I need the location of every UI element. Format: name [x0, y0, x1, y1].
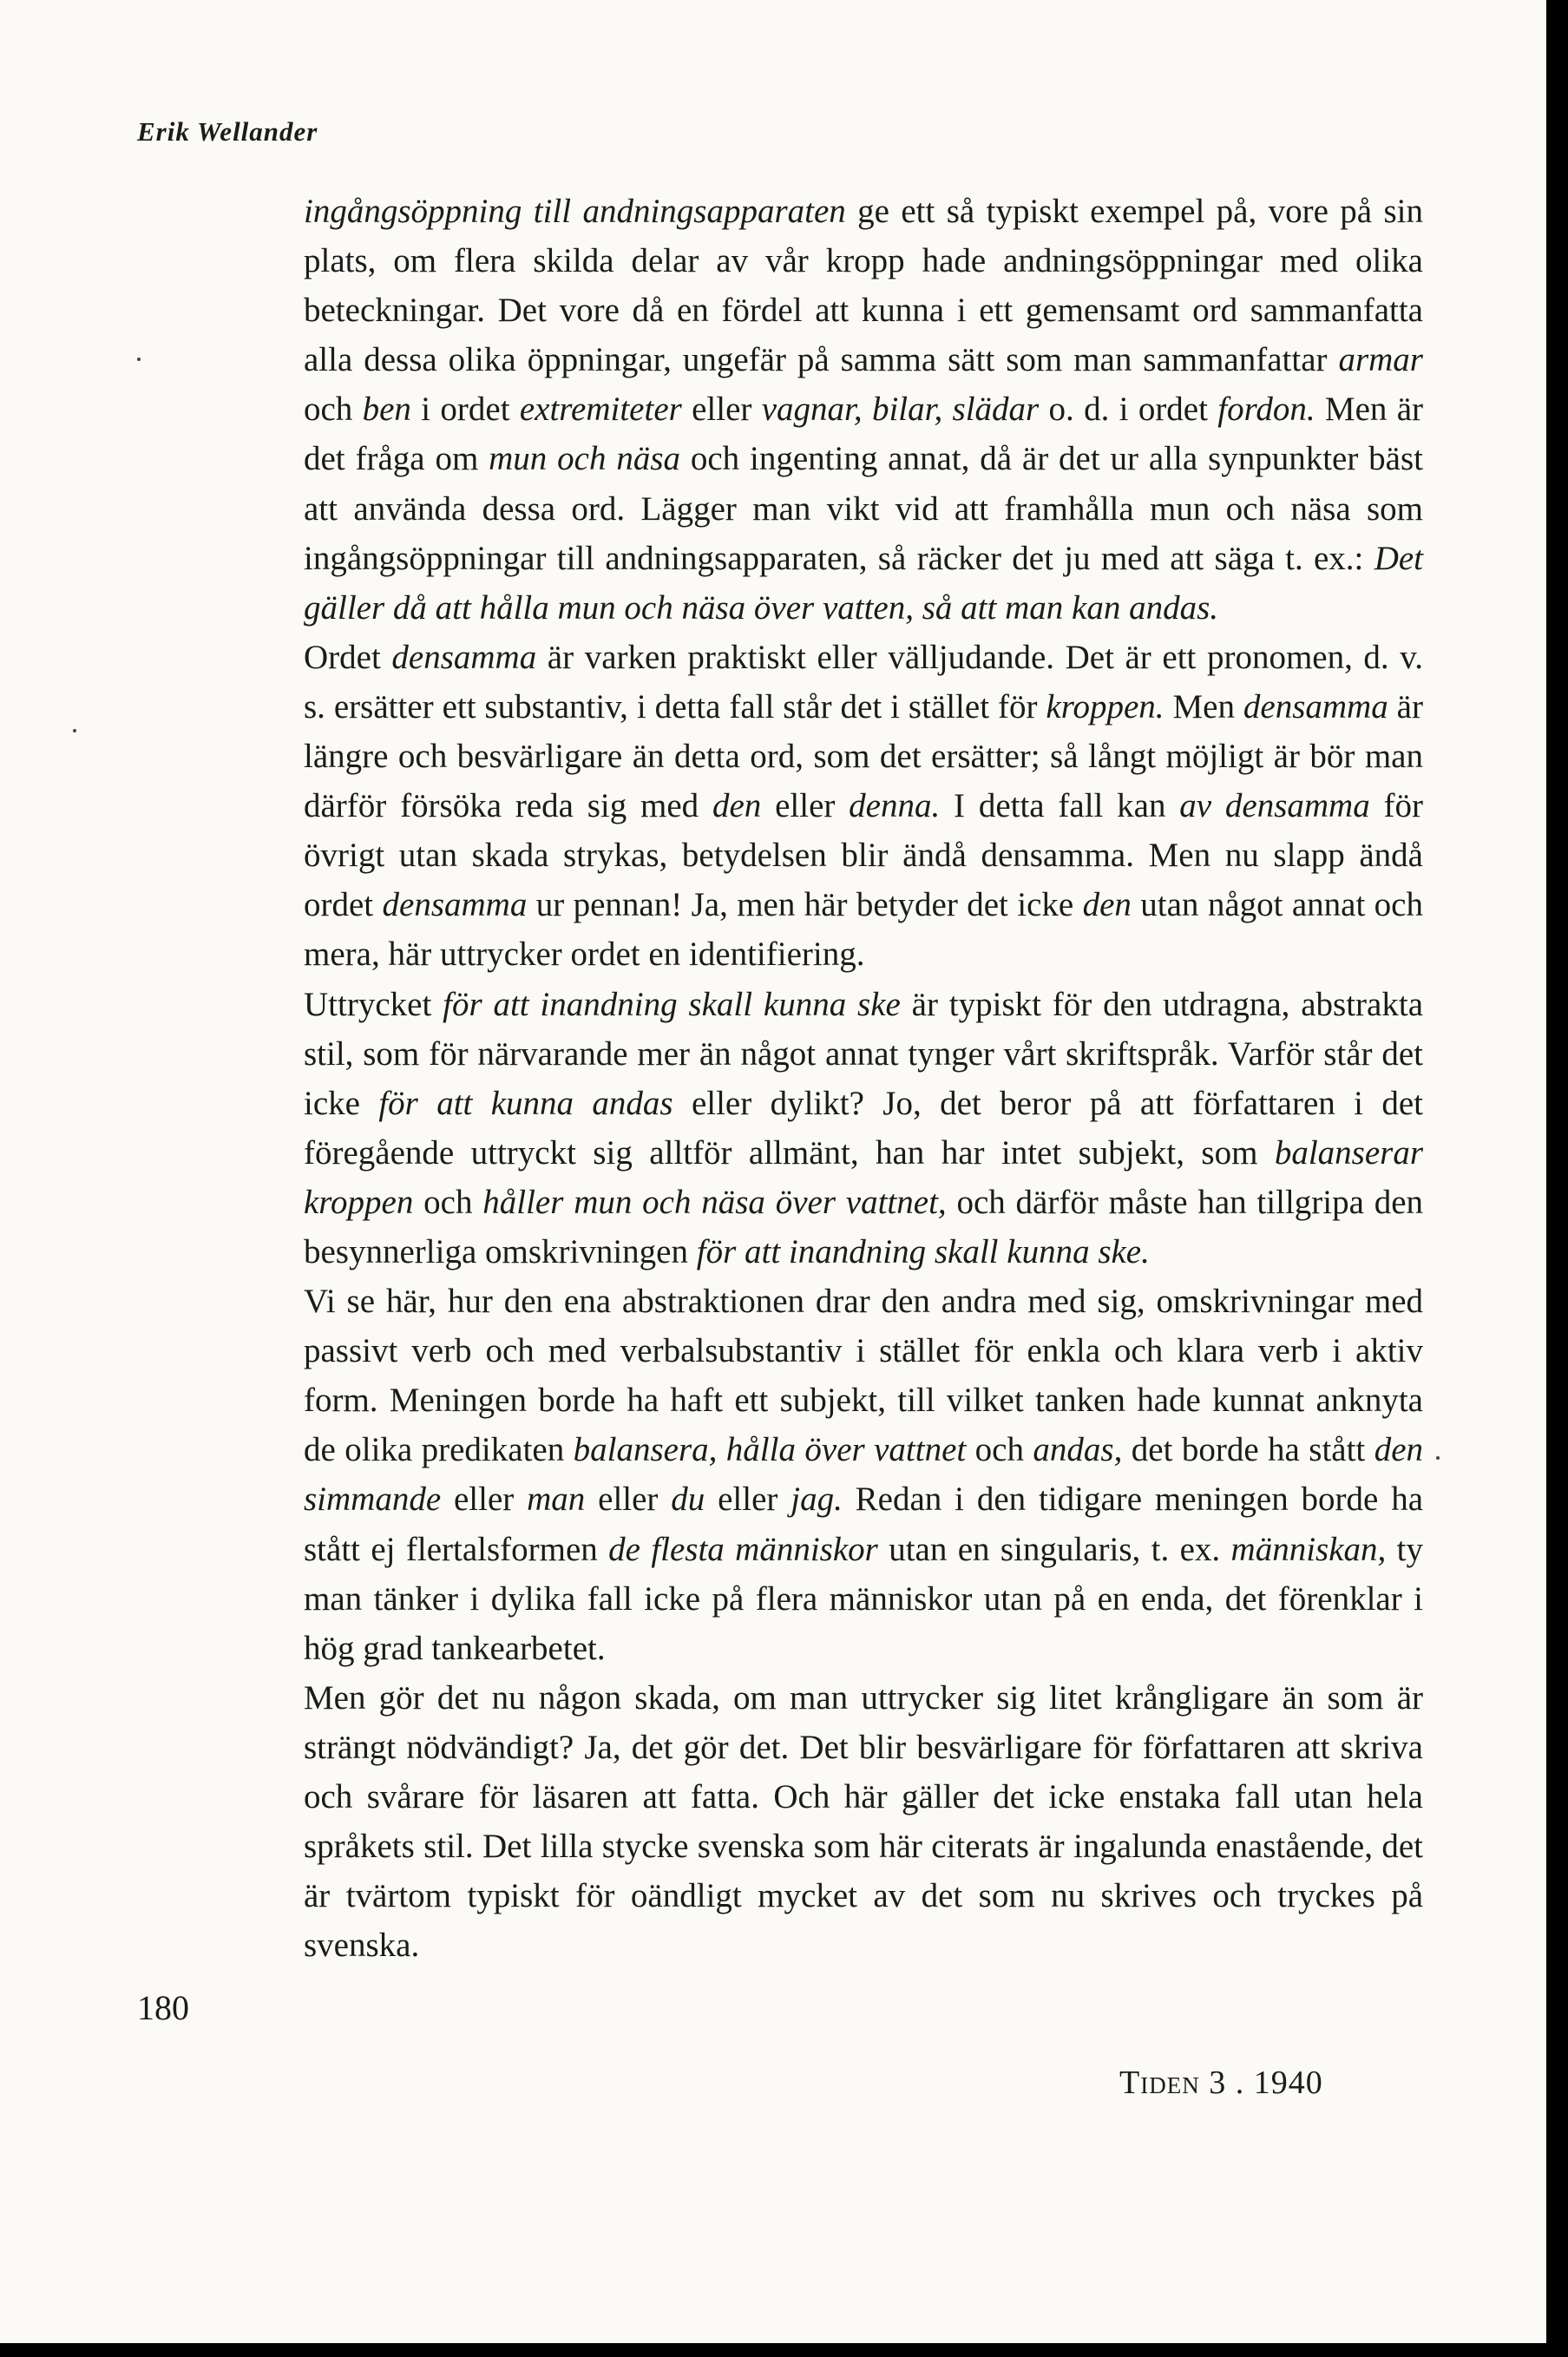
italic-run: människan,	[1230, 1530, 1387, 1568]
text-run: eller dylikt? Jo, det beror på att författaren i det föregående uttryckt sig alltför allmänt, han har intet subjekt, som	[304, 1084, 1423, 1172]
text-run: för övrigt utan skada strykas, betydelsen blir ändå densamma. Men nu slapp ändå ordet	[304, 787, 1423, 924]
italic-run: denna.	[849, 787, 941, 825]
italic-run: för att inandning skall kunna ske	[443, 985, 901, 1023]
text-run: ty man tänker i dylika fall icke på flera människor utan på en enda, det förenklar i hög grad tankearbetet.	[304, 1530, 1423, 1667]
text-run: eller	[761, 787, 850, 825]
paragraph	[304, 633, 1423, 980]
italic-run: balanserar kroppen	[304, 1133, 1423, 1221]
text-run: eller	[441, 1481, 528, 1519]
text-run: eller	[681, 391, 762, 429]
italic-run: vagnar, bilar, slädar	[761, 391, 1040, 429]
running-head: Erik Wellander	[137, 116, 318, 147]
journal-issue: 3 . 1940	[1209, 2065, 1323, 2101]
italic-run: för att inandning skall kunna ske.	[696, 1232, 1150, 1270]
text-run: I detta fall kan	[940, 787, 1180, 825]
paragraph	[304, 1277, 1423, 1673]
italic-run: man	[527, 1481, 586, 1519]
margin-speck	[137, 358, 141, 361]
italic-run: densamma	[382, 886, 528, 924]
text-run: och	[966, 1431, 1033, 1469]
italic-run: balansera, hålla över vattnet	[573, 1431, 967, 1469]
text-run: och	[413, 1183, 483, 1221]
italic-run: den	[712, 787, 762, 825]
body-text	[304, 187, 1423, 1970]
italic-run: andas,	[1033, 1431, 1123, 1469]
journal-name: Tiden	[1119, 2065, 1200, 2101]
italic-run: armar	[1338, 341, 1423, 379]
italic-run: den simmande	[304, 1431, 1423, 1519]
text-run: och	[304, 391, 363, 429]
italic-run: för att kunna andas	[378, 1084, 673, 1122]
text-run: Men gör det nu någon skada, om man uttrycker sig litet krångligare än som är strängt nödvändigt? Ja, det gör det. Det blir besvärligare för författaren att skriva och svårare för läsaren att fatta. Och här gäller det icke enstaka fall utan hela språkets stil. Det lilla stycke svenska som här citerats är ingalunda enastående, det är tvärtom typiskt för oändligt mycket av det som nu skrives och tryckes på svenska.	[304, 1678, 1423, 1965]
italic-run: jag.	[791, 1481, 843, 1519]
italic-run: den	[1082, 886, 1132, 924]
italic-run: de flesta människor	[608, 1530, 878, 1568]
text-run: eller	[585, 1481, 672, 1519]
text-run: i ordet	[410, 391, 520, 429]
text-run: är längre och besvärligare än detta ord, som det ersätter; så långt möjligt är bör man därför försöka reda sig med	[304, 687, 1423, 825]
italic-run: extremiteter	[519, 391, 682, 429]
text-run: Men är det fråga om	[304, 391, 1424, 478]
text-run: är varken praktiskt eller välljudande. Det är ett pronomen, d. v. s. ersätter ett substantiv, i detta fall står det i stället för	[304, 638, 1423, 725]
text-run: Uttrycket	[304, 985, 443, 1023]
text-run: Vi se här, hur den ena abstraktionen drar den andra med sig, omskrivningar med passivt verb och med verbalsubstantiv i stället för enkla och klara verb i aktiv form. Meningen borde ha haft ett subjekt, till vilket tanken hade kunnat anknyta de olika predikaten	[304, 1283, 1423, 1469]
italic-run: ben	[362, 391, 411, 429]
text-run: utan något annat och mera, här uttrycker ordet en identifiering.	[304, 886, 1423, 974]
text-run: det borde ha stått	[1122, 1431, 1374, 1469]
text-run: är typiskt för den utdragna, abstrakta stil, som för närvarande mer än något annat tynger vårt skriftspråk. Varför står det icke	[304, 985, 1423, 1122]
italic-run: ingångsöppning till andningsapparaten	[304, 193, 846, 230]
text-run: o. d. i ordet	[1039, 391, 1218, 429]
margin-speck	[73, 729, 76, 732]
text-run: och därför måste han tillgripa den besynnerliga omskrivningen	[304, 1183, 1424, 1270]
italic-run: av densamma	[1179, 787, 1370, 825]
paragraph	[304, 1673, 1423, 1971]
paragraph	[304, 980, 1423, 1277]
italic-run: du	[671, 1481, 705, 1519]
text-run: Men	[1164, 687, 1243, 725]
text-run: eller	[705, 1481, 791, 1519]
journal-footer	[1119, 2064, 1323, 2102]
text-run: Ordet	[304, 638, 392, 676]
italic-run: fordon.	[1217, 391, 1315, 429]
text-run: ur pennan! Ja, men här betyder det icke	[527, 886, 1083, 924]
italic-run: densamma	[1243, 687, 1388, 725]
italic-run: densamma	[391, 638, 537, 676]
italic-run: Det gäller då att hålla mun och näsa över vatten, så att man kan andas.	[304, 539, 1423, 627]
italic-run: kroppen.	[1046, 687, 1165, 725]
text-run: och ingenting annat, då är det ur alla synpunkter bäst att använda dessa ord. Lägger man vikt vid att framhålla mun och näsa som ingångsöppningar till andningsapparaten, så räcker det ju med att säga t. ex.:	[304, 440, 1424, 577]
italic-run: håller mun och näsa över vattnet,	[482, 1183, 947, 1221]
text-run: ge ett så typiskt exempel på, vore på sin plats, om flera skilda delar av vår kropp hade andningsöppningar med olika beteckningar. Det vore då en fördel att kunna i ett gemensamt ord sammanfatta alla dessa olika öppningar, ungefär på samma sätt som man sammanfattar	[304, 193, 1423, 379]
page-number: 180	[137, 1988, 189, 2027]
text-run: utan en singularis, t. ex.	[877, 1530, 1231, 1568]
text-run: Redan i den tidigare meningen borde ha stått ej flertalsformen	[304, 1481, 1424, 1568]
margin-speck	[1436, 1456, 1440, 1460]
paragraph	[304, 187, 1423, 633]
italic-run: mun och näsa	[489, 440, 680, 478]
